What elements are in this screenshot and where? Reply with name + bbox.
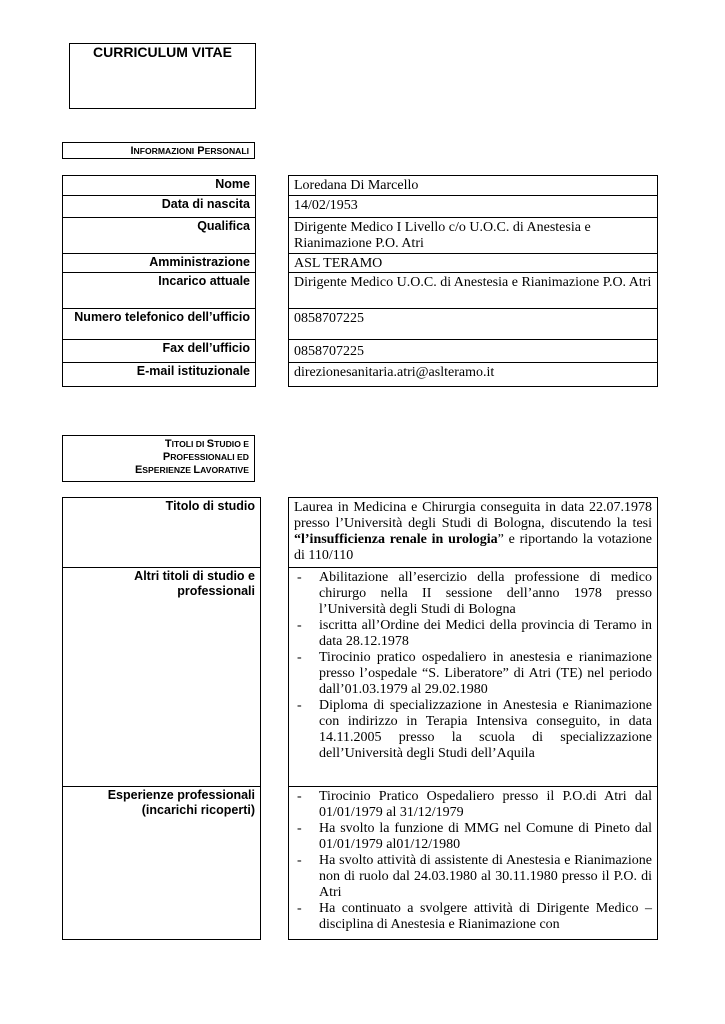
label-email: E-mail istituzionale [63,363,256,387]
list-item: - Ha svolto la funzione di MMG nel Comune di Pineto dal 01/01/1979 al01/12/1980 [319,821,652,853]
value-fax: 0858707225 [289,340,658,363]
label-altri-titoli: Altri titoli di studio e professionali [63,568,261,787]
table-row [63,309,658,340]
table-row [63,254,658,273]
label-qualifica: Qualifica [63,218,256,254]
label-telefono: Numero telefonico dell’ufficio [63,309,256,340]
title-box [69,43,256,109]
table-row [63,176,658,196]
value-data-nascita: 14/02/1953 [289,196,658,218]
value-incarico: Dirigente Medico U.O.C. di Anestesia e Rianimazione P.O. Atri [289,273,658,309]
table-row [63,363,658,387]
table-row [63,218,658,254]
list-item: - Tirocinio pratico ospedaliero in anestesia e rianimazione presso l’ospedale “S. Liberatore” di Atri (TE) nel periodo dall’01.03.1979 al 29.02.1980 [319,650,652,698]
list-item: - Ha continuato a svolgere attività di Dirigente Medico – disciplina di Anestesia e Rianimazione con [319,901,652,933]
table-row [63,196,658,218]
value-telefono: 0858707225 [289,309,658,340]
list-item: - Ha svolto attività di assistente di Anestesia e Rianimazione non di ruolo dal 24.03.1980 al 30.11.1980 presso il P.O. di Atri [319,853,652,901]
label-esperienze: Esperienze professionali (incarichi ricoperti) [63,787,261,940]
list-item: - Tirocinio Pratico Ospedaliero presso il P.O.di Atri dal 01/01/1979 al 31/12/1979 [319,789,652,821]
value-qualifica: Dirigente Medico I Livello c/o U.O.C. di Anestesia e Rianimazione P.O. Atri [289,218,658,254]
label-nome: Nome [63,176,256,196]
table-row [63,787,658,940]
value-nome: Loredana Di Marcello [289,176,658,196]
label-titolo-studio: Titolo di studio [63,498,261,568]
table-row [63,498,658,568]
personal-info-table [62,175,658,387]
table-row [63,340,658,363]
label-incarico: Incarico attuale [63,273,256,309]
value-esperienze [289,787,658,940]
value-altri-titoli [289,568,658,787]
list-item: - iscritta all’Ordine dei Medici della provincia di Teramo in data 28.12.1978 [319,618,652,650]
table-row [63,568,658,787]
list-item: - Abilitazione all’esercizio della professione di medico chirurgo nella II sessione dell’anno 1978 presso l’Università degli Studi di Bologna [319,570,652,618]
label-amministrazione: Amministrazione [63,254,256,273]
section-studies: TITOLI DI STUDIO E PROFESSIONALI ED ESPERIENZE LAVORATIVE [62,435,255,482]
label-data-nascita: Data di nascita [63,196,256,218]
value-amministrazione: ASL TERAMO [289,254,658,273]
page-title: CURRICULUM VITAE [93,44,232,60]
value-titolo-studio: Laurea in Medicina e Chirurgia conseguita in data 22.07.1978 presso l’Università degli Studi di Bologna, discutendo la tesi “l’insufficienza renale in urologia” e riportando la votazione di 110/110 [289,498,658,568]
studies-table [62,497,658,940]
label-fax: Fax dell’ufficio [63,340,256,363]
table-row [63,273,658,309]
list-item: - Diploma di specializzazione in Anestesia e Rianimazione con indirizzo in Terapia Intensiva conseguito, in data 14.11.2005 presso la scuola di specializzazione dell’Università degli Studi dell’Aquila [319,698,652,762]
section-personal-info: INFORMAZIONI PERSONALI [62,142,255,159]
value-email: direzionesanitaria.atri@aslteramo.it [289,363,658,387]
